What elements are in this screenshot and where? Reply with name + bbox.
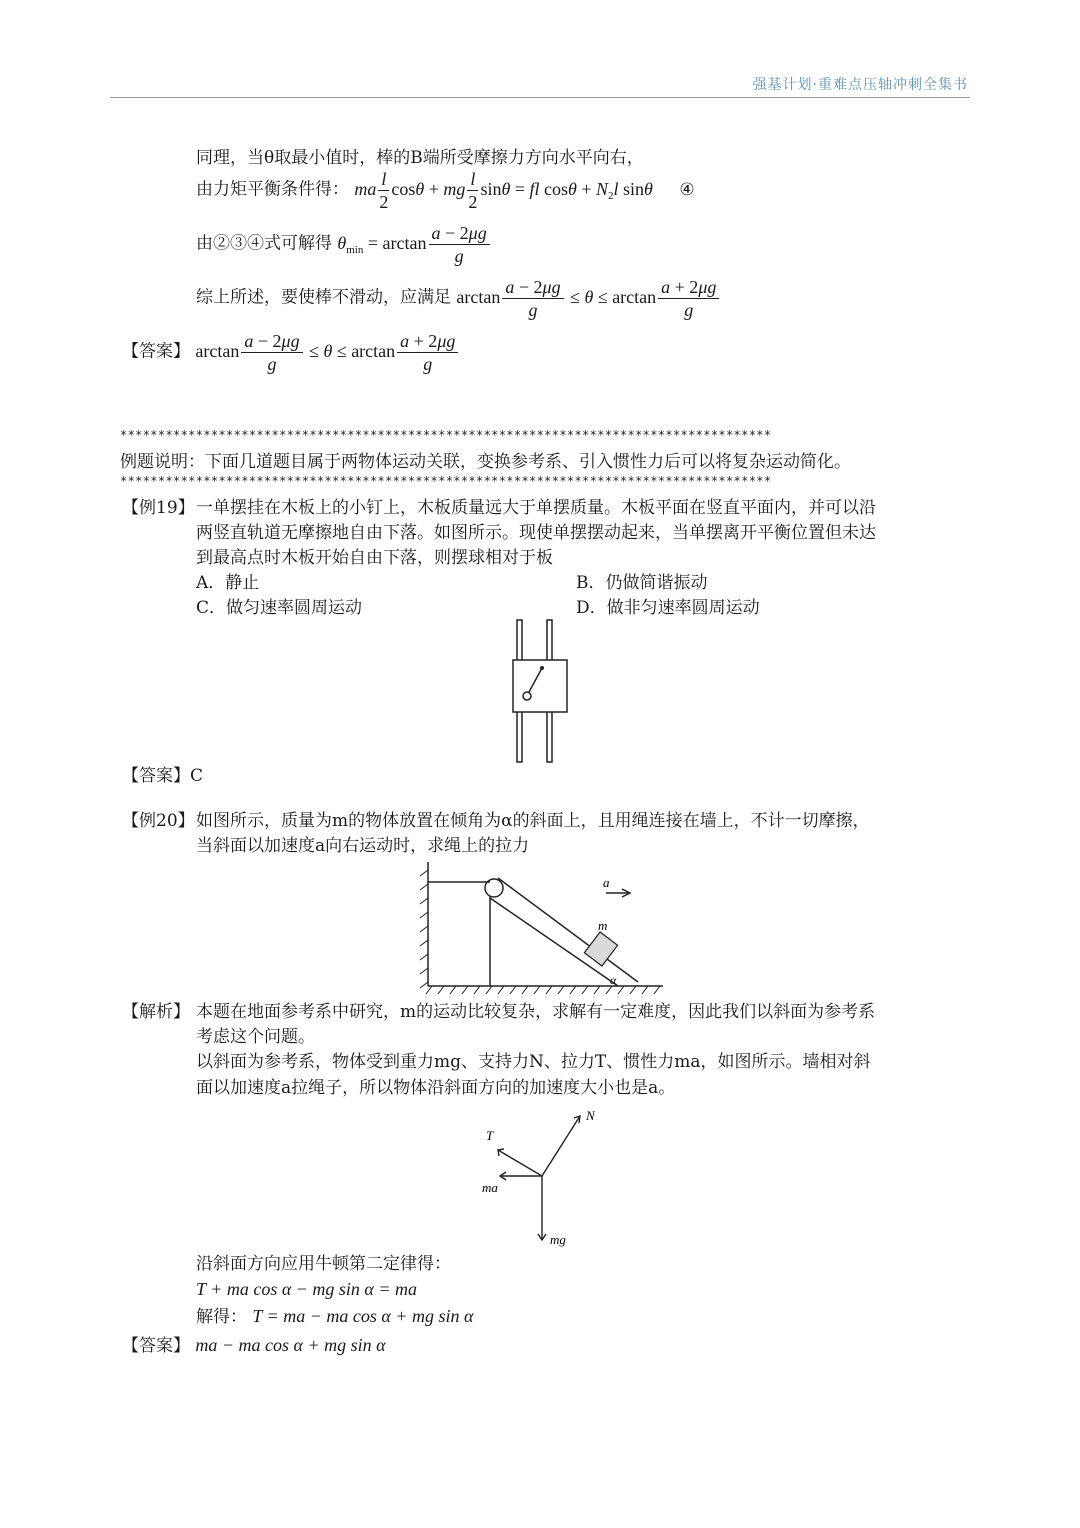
ex20-analysis-line-4: 面以加速度a拉绳子，所以物体沿斜面方向的加速度大小也是a。 [196,1078,676,1098]
ex19-line-2: 两竖直轨道无摩擦地自由下落。如图所示。现使单摆摆动起来，当单摆离开平衡位置但未达 [196,523,876,543]
ex19-answer-value: C [190,766,204,786]
ex19-option-a: A．静止 [196,573,260,593]
angle-alpha-label: α [610,973,617,987]
solution-line-2-label: 由力矩平衡条件得： [196,179,349,200]
ex20-analysis-line-1: 本题在地面参考系中研究，m的运动比较复杂，求解有一定难度，因此我们以斜面为参考系 [196,1002,876,1022]
ex19-answer-tag: 【答案】 [122,766,190,786]
example-note: 例题说明：下面几道题目属于两物体运动关联，变换参考系、引入惯性力后可以将复杂运动简化。 [120,452,851,472]
solution-line-2 [196,168,695,213]
ex19-line-1: 一单摆挂在木板上的小钉上，木板质量远大于单摆质量。木板平面在竖直平面内，并可以沿 [196,498,876,518]
ex20-answer [122,1333,386,1358]
star-separator-top: ************************************************************************************** [120,428,772,442]
label-N: N [586,1108,595,1123]
pendulum-board-figure [505,618,575,766]
ex20-line-2: 当斜面以加速度a向右运动时，求绳上的拉力 [196,836,530,856]
equation-2: T = ma − ma cos α + mg sin α [252,1306,474,1326]
running-header: 强基计划·重难点压轴冲刺全集书 [752,77,968,93]
block-m-label: m [598,918,608,933]
ex19-line-3: 到最高点时木板开始自由下落，则摆球相对于板 [196,548,553,568]
solution-line-1: 同理，当θ取最小值时，棒的B端所受摩擦力方向水平向右， [196,148,644,168]
solution-line-4 [196,276,721,321]
solution-line-4-label: 综上所述，要使棒不滑动，应满足 [196,287,451,308]
newton-line: 沿斜面方向应用牛顿第二定律得： [196,1254,451,1274]
ex19-tag: 【例19】 [122,498,195,518]
ex19-answer [122,764,203,788]
force-diagram [478,1102,608,1250]
label-ma: ma [482,1180,498,1195]
star-separator-bottom: ************************************************************************************** [120,474,772,488]
ground-hatching [426,986,660,994]
prev-answer [122,330,460,375]
theta-min-equation: $\theta_{min} = \arctan$ $\frac{a - 2\mu g}{g}$ [337,233,491,253]
solve-line [196,1304,473,1329]
label-mg: mg [550,1232,566,1247]
solution-line-3-label: 由②③④式可解得 [196,233,332,254]
normal-force-arrow [542,1116,580,1176]
theta-range-equation: arctan $\frac{a - 2\mu g}{g}$ ≤ θ ≤ arctan $\frac{a + 2\mu g}{g}$ [456,287,721,307]
ex20-tag: 【例20】 [122,811,195,831]
board [513,660,567,712]
ex20-line-1: 如图所示，质量为m的物体放置在倾角为α的斜面上，且用绳连接在墙上，不计一切摩擦， [196,811,870,831]
label-T: T [486,1128,494,1143]
solution-line-3 [196,222,492,267]
moment-equation: ma $\frac{l}{2}$ cosθ + mg $\frac{l}{2}$ sinθ = fl $\cos\theta + N_2l$ sinθ [354,169,653,212]
header-rule [110,97,970,98]
block-m [584,932,617,966]
ex20-analysis-line-3: 以斜面为参考系，物体受到重力mg、支持力N、拉力T、惯性力ma，如图所示。墙相对斜 [196,1052,871,1072]
prev-answer-equation: arctan $\frac{a - 2\mu g}{g}$ ≤ θ ≤ arctan $\frac{a + 2\mu g}{g}$ [195,341,460,361]
ex19-option-d: D．做非匀速率圆周运动 [576,598,760,618]
ex20-analysis-tag: 【解析】 [122,1002,190,1022]
ex19-option-b: B．仍做简谐振动 [576,573,708,593]
ex20-answer-tag: 【答案】 [122,1336,190,1356]
pendulum-bob [523,692,531,700]
equation-marker: ④ [679,179,695,200]
ex19-option-c: C．做匀速率圆周运动 [196,598,363,618]
equation-1: T + ma cos α − mg sin α = ma [196,1279,418,1299]
acceleration-label: a [603,875,610,890]
ex20-analysis-line-2: 考虑这个问题。 [196,1027,315,1047]
pendulum-nail [540,666,544,670]
prev-answer-tag: 【答案】 [122,341,190,362]
ex20-answer-value: ma − ma cos α + mg sin α [195,1335,386,1355]
wall-hatching [420,870,428,988]
solve-label: 解得： [196,1307,247,1327]
incline-figure [418,860,668,995]
